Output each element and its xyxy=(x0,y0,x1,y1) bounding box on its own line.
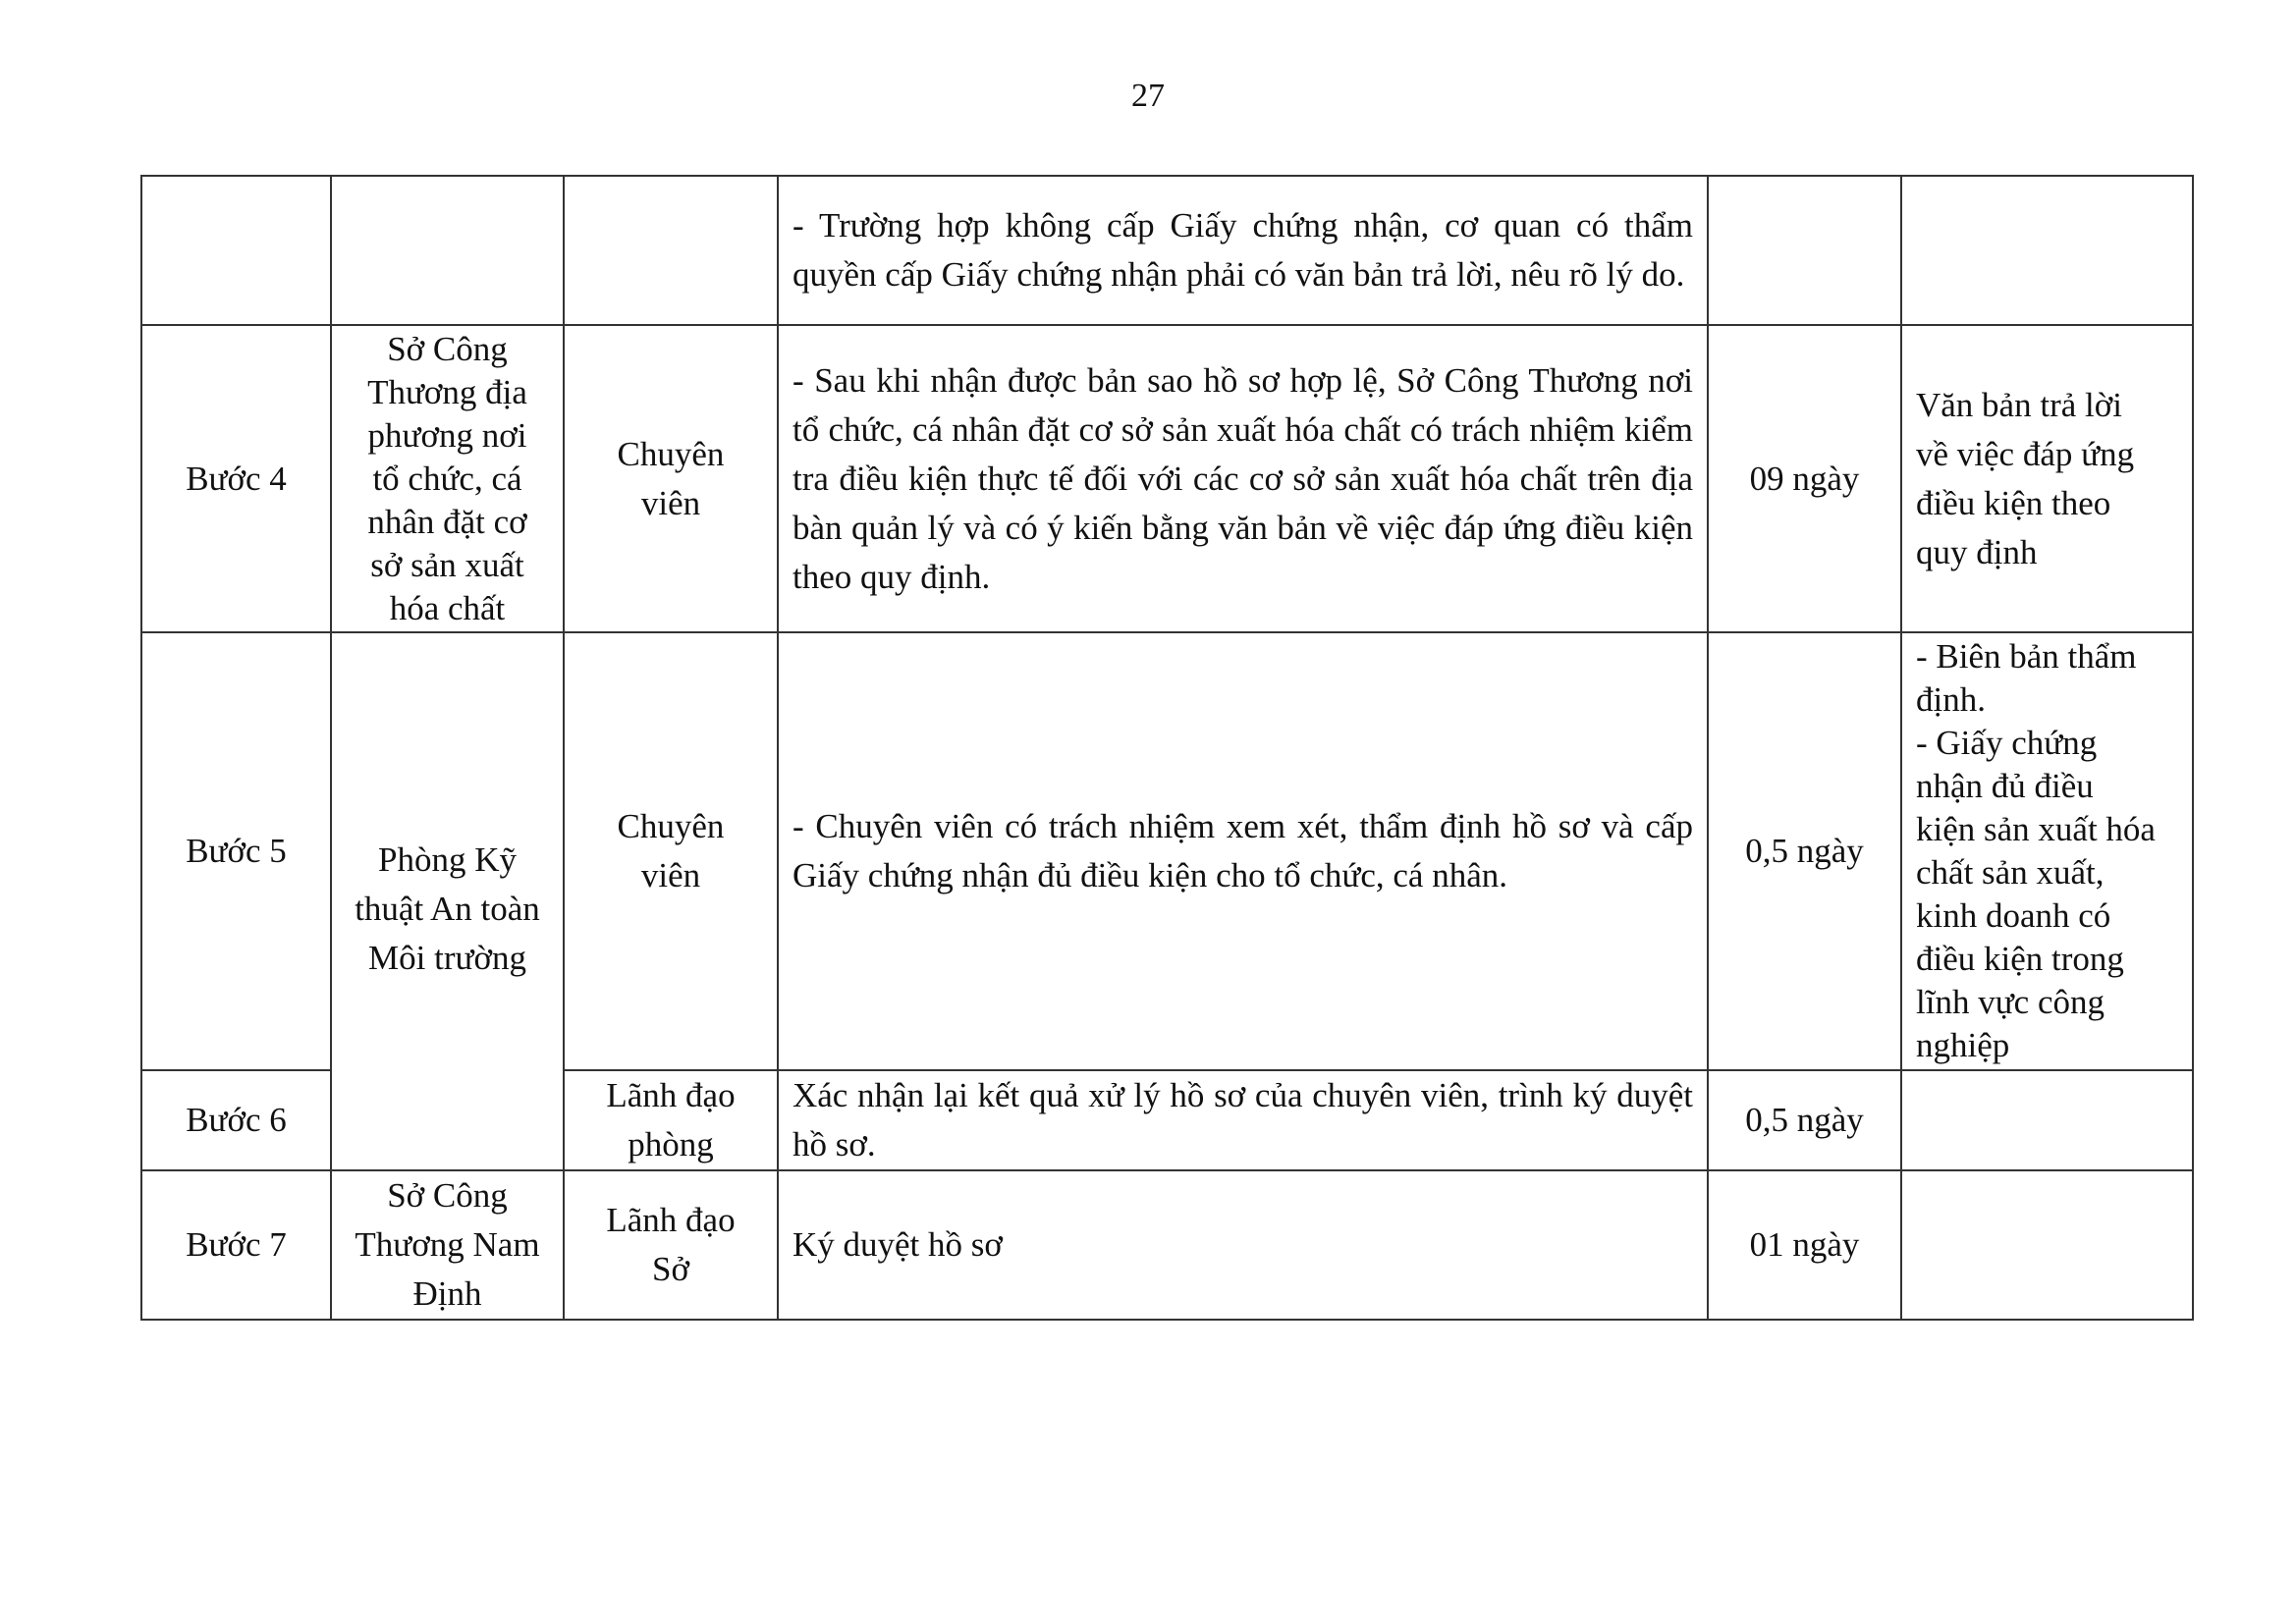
org-line: tổ chức, cá xyxy=(372,459,522,498)
org-line: sở sản xuất xyxy=(370,545,524,584)
result-cell xyxy=(1901,1070,2193,1170)
result-line: về việc đáp ứng xyxy=(1916,434,2135,473)
procedure-table xyxy=(140,175,2194,1321)
role-line: viên xyxy=(640,483,701,522)
role-cell xyxy=(564,325,778,632)
result-cell xyxy=(1901,632,2193,1070)
description-cell: Xác nhận lại kết quả xử lý hồ sơ của chuyên viên, trình ký duyệt hồ sơ. xyxy=(778,1070,1708,1170)
org-cell xyxy=(331,632,564,1170)
role-line: Sở xyxy=(652,1250,689,1288)
table-row xyxy=(141,176,2193,325)
result-cell xyxy=(1901,1170,2193,1320)
result-line: điều kiện trong xyxy=(1916,940,2124,978)
result-line: lĩnh vực công xyxy=(1916,983,2105,1021)
role-line: Chuyên xyxy=(617,434,725,473)
time-cell: 0,5 ngày xyxy=(1708,1070,1901,1170)
role-line: Lãnh đạo xyxy=(606,1076,736,1114)
org-line: Sở Công xyxy=(387,1176,508,1215)
org-line: hóa chất xyxy=(389,588,506,627)
result-line: - Giấy chứng xyxy=(1916,724,2098,762)
time-cell xyxy=(1708,176,1901,325)
result-line: điều kiện theo xyxy=(1916,483,2111,522)
role-cell xyxy=(564,1070,778,1170)
time-cell: 0,5 ngày xyxy=(1708,632,1901,1070)
role-line: Lãnh đạo xyxy=(606,1201,736,1239)
description-cell: - Chuyên viên có trách nhiệm xem xét, thẩm định hồ sơ và cấp Giấy chứng nhận đủ điều kiện cho tổ chức, cá nhân. xyxy=(778,632,1708,1070)
result-line: định. xyxy=(1916,680,1986,719)
result-cell xyxy=(1901,176,2193,325)
role-line: viên xyxy=(640,856,701,894)
description-cell: - Sau khi nhận được bản sao hồ sơ hợp lệ, Sở Công Thương nơi tổ chức, cá nhân đặt cơ sở sản xuất hóa chất có trách nhiệm kiểm tra điều kiện thực tế đối với các cơ sở sản xuất hóa chất trên địa bàn quản lý và có ý kiến bằng văn bản về việc đáp ứng điều kiện theo quy định. xyxy=(778,325,1708,632)
step-cell: Bước 5 xyxy=(141,632,331,1070)
step-cell: Bước 7 xyxy=(141,1170,331,1320)
result-line: kinh doanh có xyxy=(1916,896,2111,935)
step-cell: Bước 6 xyxy=(141,1070,331,1170)
time-cell: 01 ngày xyxy=(1708,1170,1901,1320)
description-cell: - Trường hợp không cấp Giấy chứng nhận, cơ quan có thẩm quyền cấp Giấy chứng nhận phải có văn bản trả lời, nêu rõ lý do. xyxy=(778,176,1708,325)
org-line: thuật An toàn xyxy=(355,890,540,928)
org-cell xyxy=(331,325,564,632)
table-row xyxy=(141,1170,2193,1320)
org-line: Phòng Kỹ xyxy=(378,840,517,879)
role-cell xyxy=(564,632,778,1070)
org-line: nhân đặt cơ xyxy=(367,502,527,541)
org-line: Định xyxy=(412,1274,482,1313)
step-cell xyxy=(141,176,331,325)
description-cell: Ký duyệt hồ sơ xyxy=(778,1170,1708,1320)
step-cell: Bước 4 xyxy=(141,325,331,632)
result-line: - Biên bản thẩm xyxy=(1916,637,2137,676)
result-line: Văn bản trả lời xyxy=(1916,385,2122,424)
result-cell xyxy=(1901,325,2193,632)
org-line: Thương Nam xyxy=(355,1225,540,1264)
org-line: Thương địa xyxy=(367,372,527,411)
table-row xyxy=(141,325,2193,632)
page-number: 27 xyxy=(1131,78,1165,114)
result-line: nghiệp xyxy=(1916,1026,2010,1064)
time-cell: 09 ngày xyxy=(1708,325,1901,632)
table-row xyxy=(141,632,2193,1070)
role-cell xyxy=(564,1170,778,1320)
role-line: phòng xyxy=(628,1125,714,1164)
org-line: phương nơi xyxy=(367,415,527,455)
org-cell xyxy=(331,176,564,325)
result-line: quy định xyxy=(1916,532,2038,571)
org-line: Môi trường xyxy=(368,939,526,977)
result-line: nhận đủ điều xyxy=(1916,767,2094,805)
role-line: Chuyên xyxy=(617,807,725,845)
org-cell xyxy=(331,1170,564,1320)
role-cell xyxy=(564,176,778,325)
org-line: Sở Công xyxy=(387,329,508,368)
result-line: kiện sản xuất hóa xyxy=(1916,810,2156,848)
result-line: chất sản xuất, xyxy=(1916,853,2105,892)
